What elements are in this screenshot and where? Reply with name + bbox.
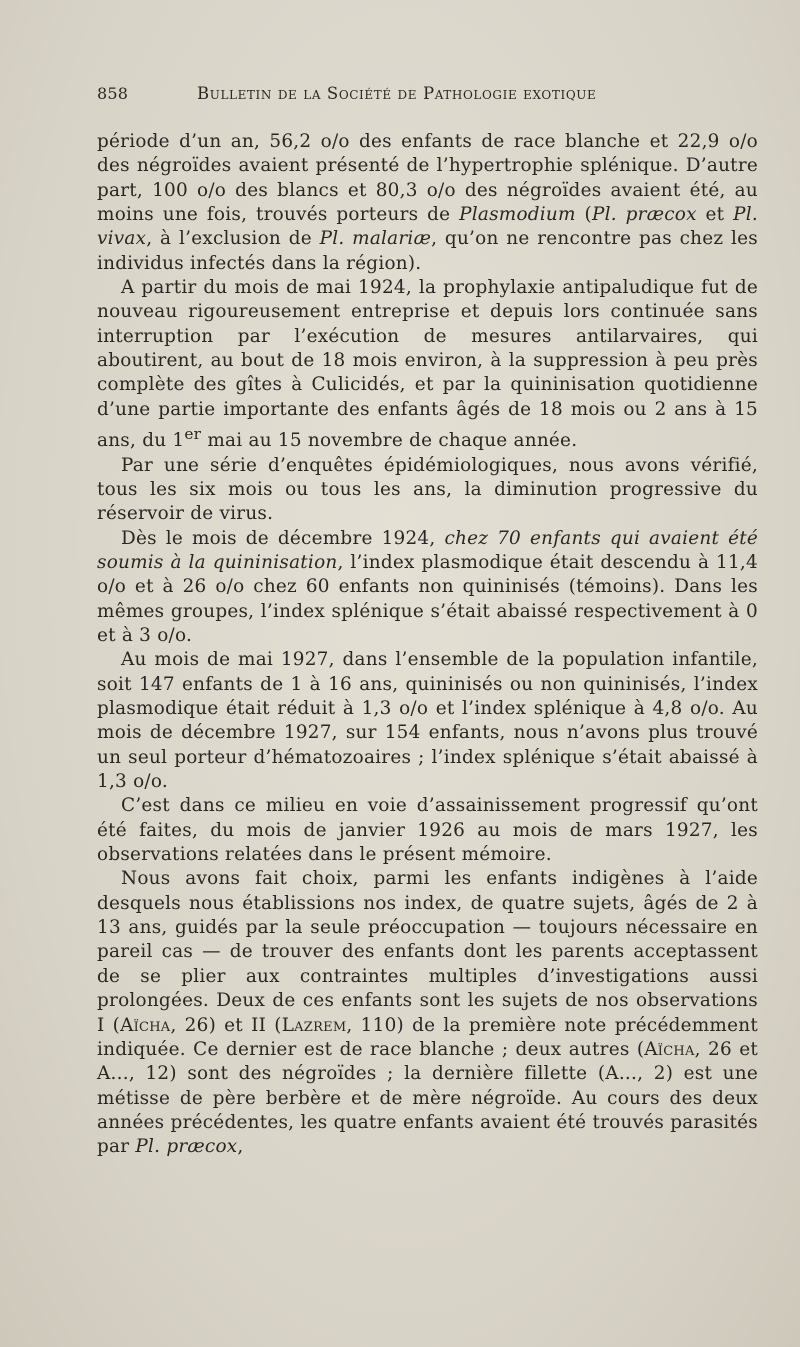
running-header [97,84,756,108]
paragraph: période d’un an, 56,2 o/o des enfants de race blanche et 22,9 o/o des négroïdes avaient présenté de l’hypertrophie splénique. D’autre part, 100 o/o des blancs et 80,3 o/o des négroïdes avaient été, au moins une fois, trouvés porteurs de Plasmodium (Pl. præcox et Pl. vivax, à l’exclusion de Pl. malariæ, qu’on ne rencontre pas chez les individus infectés dans la région). [97,131,758,274]
paragraph: Nous avons fait choix, parmi les enfants indigènes à l’aide desquels nous établissions nos index, de quatre sujets, âgés de 2 à 13 ans, guidés par la seule préoccupation — toujours nécessaire en pareil cas — de trouver des enfants dont les parents acceptassent de se plier aux contraintes multiples d’investigations aussi prolongées. Deux de ces enfants sont les sujets de nos observations I (Aïcha, 26) et II (Lazrem, 110) de la première note précédemment indiquée. Ce dernier est de race blanche ; deux autres (Aïcha, 26 et A..., 12) sont des négroïdes ; la dernière fillette (A..., 2) est une métisse de père berbère et de mère négroïde. Au cours des deux années précédentes, les quatre enfants avaient été trouvés parasités par Pl. præcox, [97,868,758,1158]
paragraph: Dès le mois de décembre 1924, chez 70 enfants qui avaient été soumis à la quininisation, l’index plasmodique était descendu à 11,4 o/o et à 26 o/o chez 60 enfants non quininisés (témoins). Dans les mêmes groupes, l’index splénique s’était abaissé respectivement à 0 et à 3 o/o. [97,527,758,646]
running-title: Bulletin de la Société de Pathologie exotique [197,84,597,103]
paragraph: C’est dans ce milieu en voie d’assainissement progressif qu’ont été faites, du mois de janvier 1926 au mois de mars 1927, les observations relatées dans le présent mémoire. [97,795,758,866]
paragraph: Au mois de mai 1927, dans l’ensemble de la population infantile, soit 147 enfants de 1 à 16 ans, quininisés ou non quininisés, l’index plasmodique était réduit à 1,3 o/o et l’index splénique à 4,8 o/o. Au mois de décembre 1927, sur 154 enfants, nous n’avons plus trouvé un seul porteur d’hématozoaires ; l’index splénique s’était abaissé à 1,3 o/o. [97,649,758,793]
paragraph: Par une série d’enquêtes épidémiologiques, nous avons vérifié, tous les six mois ou tous les ans, la diminution progressive du réservoir de virus. [97,454,758,525]
paragraph: A partir du mois de mai 1924, la prophylaxie antipaludique fut de nouveau rigoureusement entreprise et depuis lors continuée sans interruption par l’exécution de mesures antilarvaires, qui aboutirent, au bout de 18 mois environ, à la suppression à peu près complète des gîtes à Culicidés, et par la quininisation quotidienne d’une partie importante des enfants âgés de 18 mois ou 2 ans à 15 ans, du 1er mai au 15 novembre de chaque année. [97,277,758,452]
page-number: 858 [97,84,129,103]
body-text [97,130,758,1160]
